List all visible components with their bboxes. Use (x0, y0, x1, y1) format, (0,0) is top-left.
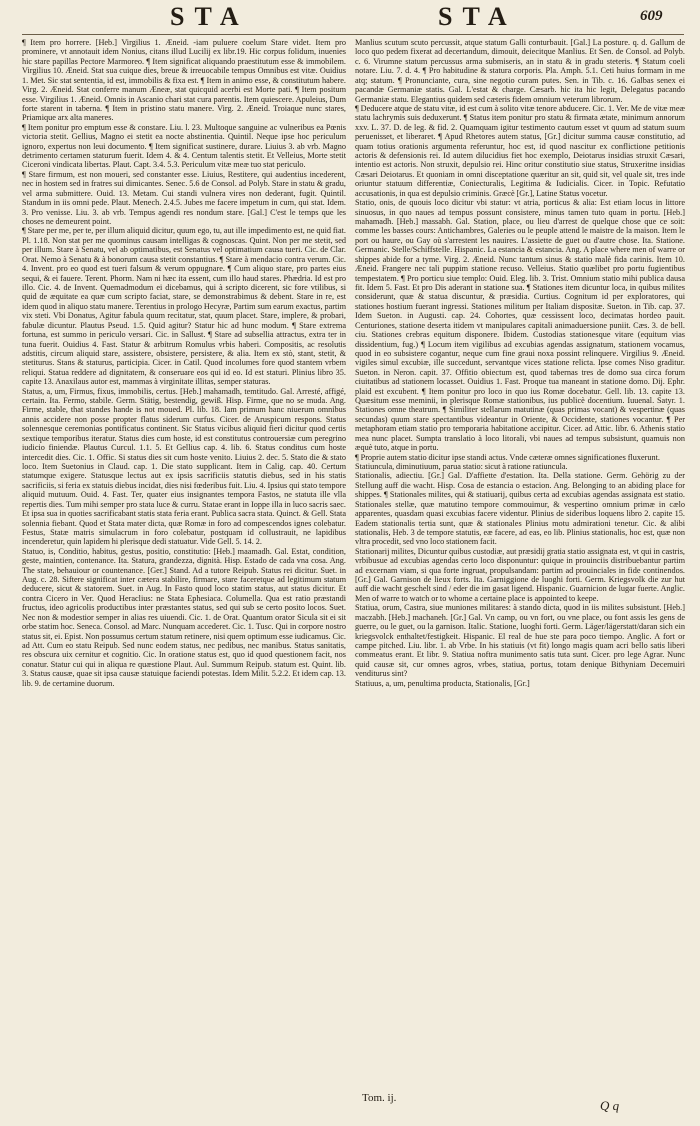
running-head-right: STA (438, 2, 517, 31)
entry-statio: Statio, onis, de quouis loco dicitur vbi statur: vt atria, porticus & alia: Est etiam locus in littore sinuosus, in quo naues ad tempus possunt consistere, minus tamen tuto quam in portu. [Heb.] mahamadh. [Heb.] massabh. Gal. Station, place, ou lieu d'arrest de quelque chose que ce soit: comme les basses cours: Antichambres, Galeries ou le peuple attend le maistre de la maison. Item le port ou haure, ou Gay où s'arrestent les nauires. L'assiette de guet ou d'autre chose. Ita. Statione. Germanic. Stelle/Schiffstelle. Hispanic. La estancia & estancia. Ang. A place where men of warre or shippes abide for a tyme. Virg. 2. Æneid. Nunc tantum sinus & statio malè fida carinis. Item 10. Æneid. Frangere nec tali puppim statione recuso. Velleius. Statio quælibet pro portu fugientibus tempestatem. ¶ Pro porticu siue templo: Ouid. Eleg. lib. 3. Trist. Omnium statio mihi publica dausa fit. Idem 5. Fast. Et pro Dis aderant in statione sua. ¶ Stationes item dicuntur loca, in quibus milites considerunt, quæ & statua discuntur, & præsidia. Curtius. Cognitum id per exploratores, qui stationes hostium fuerant ingressi. Stationes militum per Italiam dispositæ. Sueton. in Tib. cap. 37. Idem Sueton. in Augusti. cap. 24. Cohortes, quæ cessissent loco, decimatas hordeo pauit. Centuriones, statione deserta itidem vt manipulares capitali animaduersione puniit. Cæs. 3. de bell. ciu. Stationes crebras equitum disponere. Ibidem. Custodias stationesque vitare (equitum vias dissidentium, fug.) ¶ Locum item vigilibus ad excubias agendas assignatum, stationem vocamus, quod in eo subsistere cogantur, neque cum fine graui noxa possint relinquere. Virgilius 9. Æneid. vigiles simul excubiæ, ille succedunt, servantque vices statione relicta. Ipse comes Niso graditur. Sueton. in Neron. capit. 37. Offitio obiectum est, quod tabernas tres de domo sua circa forum ciuitatibus ad stationem locasset. Ouidius 1. Fast. Proque tua maneant in statione domo. Dij. Ephr. plaid est excubent. ¶ Item ponitur pro loco in quo ius Romæ docebatur. Gell. lib. 13. capite 13. Quæsitum esse meminii, in plerisque Romæ stationibus, ius publicè docentium. Iuuenal. Satyr. 1. Stationes omne theatrum. ¶ Similiter stellarum matutinæ (quas primas vocant) & vespertinæ (quas secundas) quum stare spectantibus videantur in Oriente, & Occidente, stationes vocantur. ¶ Per metaphoram etiam statio pro temporaria habitatione accipitur. Cicer. ad Attic. libr. 6. Athenis statio mea nunc placet. Sumpta translatio à loco litorali, vbi naues ad tempus subsistunt, quamuis non æquè tuto, atque in portu. (355, 198, 685, 453)
volume-label: Tom. ij. (362, 1092, 397, 1104)
entry-status-adjective: Status, a, um, Firmus, fixus, immobilis, certus. [Heb.] mahamadh, temtitudo. Gal. Arresté, affigé, certain. Ita. Fermo, stabile. Germ. Stätig, bestendig, gewiß. Hisp. Firme, que no se muda. Ang. Firme, stable, that standes hande is not moued. Pl. lib. 18. Iam primum hanc niuerum omnibus annis accidere non posse propter flatus siderum curfus. Cicer. de Aruspicum respons. Status solennesque ceremonias pontificatus continent. Sic Status vicibus aliquid fieri dicitur quod certis sextique temporibus iteratur. Status dies cum hoste, id est constitutus controuersiæ cum peregrino iudicio finiendæ. Plautus Curcul. 1.1. 5. Et Gellius cap. 4. lib. 6. Status conditus cum hoste intercedit dies. Cic. 1. Offic. Si status dies sit cum hoste venito. Liuius 2. dec. 5. Stato die & stato loco. Item Suetonius in Claud. cap. 1. Die stato supplicant. Item in Calig. cap. 40. Certum statumque exigere. Statusque lectus aut ex ipsis sacrificiis statutis diebus, sed in his statis sacrificiis, si feria ex statuis diebus incidat, dies nisi fœderibus fuit. Liu. 4. Ipsius qui stato tempore aliquid mutuum. Ouid. 4. Fast. Ter, quater eius insignantes tempora Fastos, ne statuta ille vlla repertis dies. Tum mihi semper pro stata luce & curru. Statae erant in Ioppe illa in luco sacris saec. Et ipsa sua in quoties sacrificabant statis stata feria erant. Publica sacra stata. Quinct. & Gell. Stata solennia fiebant. Quod et Stata mater dicta, quæ Romæ in foro ad compescendos ignes colebatur. Festus, Statæ matris simulacrum in foro colebatur, postquam id collustrauit, ne lapidibus incenderetur, quin lapidem hi plerisque dedi statuatur. Vide Gell. 5. 14. 2. (22, 386, 346, 547)
entry-status-noun: Statuo, is, Conditio, habitus, gestus, positio, constitutio: [Heb.] maamadh. Gal. Estat, condition, geste, maintien, contenance. Ita. Statura, grandezza, dignità. Hisp. Estado de cada vna cosa. Ang. The state, behauiour or countenance. [Ger.] Stand. Ad a tutore Reipub. Status rei dicitur. Suet. in Aug. c. 28. Siftere significat inter cætera stabilire, firmare, stare faceretque ad legitimum statum deducere, sicut & statorem. Suet. in Aug. In Fasto quod loco statim status, aut status dicitur. Et contra Cicero in Ver. Quod Heraclius: ne Stata Ephesiaca. Columella. Qua est ratio præstandi fructus, ideo agricolis productibus inter præstantes status, sed qui sub se certo posito locos. Suet. Nec non & modestior semper in alias res uiuendi. Cic. 1. de Orat. Quantum orator Sicula sit ei sit orbe statim hoc. Seneca. Consol. ad Marc. Nunquam accederet. Cic. 1. Tusc. Qui in corpore nostro status sit, ei. Epist. Non possumus certum statum retinere, nisi quem optimum esse iudicamus. Cic. ad Att. Cum eo statu Reipub. Sed nunc eodem status, nec pedibus, nec manibus. Status sanitatis, res obscura uix cernitur et cognitio. Cic. In oratione status est, quo id quod questionem facit, nos conatur. Statur cui qui in aliqua re quæstione Plaut. Aul. Summum Reipub. statum est. Quint. lib. 3. Status causæ, quae sit ipsa causæ statuique faciendi potestas. Idem Milit. 5.2.2. Et idem cap. 13. lib. 9. de certamine duorum. (22, 546, 346, 688)
right-column (355, 38, 685, 1088)
signature-mark: Q q (600, 1098, 620, 1113)
entry-paragraph: ¶ Proprie autem statio dicitur ipse standi actus. Vnde cæteræ omnes significationes fluxerunt. (355, 452, 660, 462)
entry-stationalis: Stationalis, adiectiu. [Gr.] Gal. D'affiette d'estation. Ita. Della statione. Germ. Gehörig zu der Stellung auff die wacht. Hisp. Cosa de estancia o estacion. Ang. Belonging to an abiding place for shippes. ¶ Stationales milites, qui & statiuarij, quibus certa ad excubias agendas assignata est statio. Stationales stellæ, quæ matutino tempore commouimur, & vespertino omnium primæ in cælo apparentes, quasdam quasi excubias facere videntur. Plinius de sideribus loquens libro 2. capite 15. Eadem stationalis tertia sunt, quæ & stationales Plinius motu admirationi tenetur. Cic. & alibi stationalis, Heb. 3 de tempore statutis, eæ facere, ad eas, eo lib. Plinius stationalis, hoc est, quæ non vltra procedit, sed vno loco stationem facit. (355, 471, 685, 547)
entry-paragraph: ¶ Stare per me, per te, per illum aliquid dicitur, quum ego, tu, aut ille impedimento est, ne quid fiat. Pl. 1.18. Non stat per me quominus causam intelligas & cognoscas. Quint. Non per me stetit, sed per illum. Stare à Senatu, vel ab optimatibus, est Senatus vel optimatium causa tueri. Cic. de Clar. Orat. Nemo à Senatu & à bonorum causa stetit constantius. ¶ Stare à mendacio contra verum. Cic. 4. Invent. pro eo quod est tueri falsum & verum oppugnare. ¶ Cum aliquo stare, pro partes eius sequi, & ei fauere. Terent. Phorm. Nam ni hæc ita essent, cum illo haud stares. Phædria. Id est pro illo. Cic. 4. de Invent. Quemadmodum ei dicebamus, qui à scripto dicerent, sic fore vtilibus, si quid de æquitate ea quæ cum scripto faciat, stare, se demonstrabimus & debent. Stare in re, est idem quod in aliquo statu manere. Terentius in prologo Hecyræ, Partim sum earum exactus, partim vix steti. Vbi Donatus, Agitur fabula quum recitatur, stat, quum placet. Stare, implere, & probari, fabulæ dicuntur. Plautus Pseud. 1.5. Quid agitur? Statur hic ad hunc modum. ¶ Stare extrema fortuna, est summo in periculo versari. Cic. in Sallust. ¶ Stare ad subsellia attractus, extra ter in tuna fuerit. Ouidius 4. Fast. Statur & arbitrum Romulus vrbis haberi. Compositis, ac resolutis adstitis, circum aliquid stare, assistere, obsistere, persistere, & alia. Item ex stò, stant, stetit, & stetiturus. Stans & staturus, participia. Cicer. in Catil. Quod incolumes fore quod stantem vrbem reliqui. Statua reddere ad dignitatem, & conseruare eos qui id eo. Id est staturi. Plinius libro 35. capite 13. Anaxilaus autor est, mammas à virginitate illitas, semper staturas. (22, 226, 346, 387)
page-number: 609 (640, 8, 663, 24)
entry-paragraph: Manlius scutum scuto percussit, atque statum Galli conturbauit. [Gal.] La posture. q. d. Gallum de loco quo pedem fixerat ad decertandum, dimouit, deiecitque Manlius. Et Sen. de Consol. ad Polyb. c. 6. Virumne statum percussus arma submiseris, an in statu & in gradu steteris. ¶ Statum coeli notare. Liu. 7. d. 4. ¶ Pro habitudine & statura corporis. Pla. Amph. 5.1. Ceti huius formam in me atq; statum. ¶ Pronunciante, cura, sine negotio curam putes. Sen. in Tib. c. 16. Galbas senex ei pacandæ Germaniæ statis. Gal. L'estat & charge. Cæsarb. hic ita hic legit, Delegatus pacando Germaniæ statu. Elegantius quidem sed cæteris fidem omnium veterum librorum. (355, 38, 685, 104)
entry-paragraph: ¶ Item pro horrere. [Heb.] Virgilius 1. Æneid. -iam puluere coelum Stare videt. Item pro prominere, vt annotauit idem Nonius, citans illud Lucilij ex libr.19. Hic corpus folidum, inuenies hic stare papillas Pectore Marmoreo. ¶ Item significat aliquando praestitutum esse & immobilem. Virgilius 10. Æneid. Stat sua cuique dies, breue & irreuocabile tempus Omnibus est vitæ. Ouidius 1. Met. Sic stat sententia, id est, immobilis & fixa est. ¶ Item in animo esse, & constitutum habere. Virg. 2. Æneid. Stat conferre manum Æneæ, stat quicquid acerbi est Morte pati. ¶ Item positum esse. Virgilius 1. Æneid. Omnis in Ascanio chari stat cura parentis. Item quiescere. Apuleius, Dum forte starent in taberna. ¶ Item in pristino statu manere. Virg. 2. Æneid. Troiaque nunc stares, Priamique arx alta maneres. (22, 38, 346, 123)
running-head-left: STA (170, 2, 249, 31)
entry-paragraph: ¶ Item ponitur pro emptum esse & constare. Liu. l. 23. Multoque sanguine ac vulneribus ea Pœnis victoria stetit. Gellius, Magno ei stetit ea nocte abstinentia. Quintil. Neque ipse hoc periculum ignoro, expertus non leui documento. ¶ Item significat sustinere, durare. Liuius 3. ab vrb. Magno detrimento certamen staturum fuerit. Idem 4. & 4. Centum talentis stetit. Et Velleius, Morte stetit Ciceroni vindicata libertas. Plaut. Capt. 3.4. 5.3. Periculum vitæ meæ tuo stat periculo. (22, 122, 346, 170)
page-footer (0, 1090, 700, 1118)
left-column (22, 38, 346, 1088)
header-rule (22, 34, 684, 35)
entry-statiuncula: Statiuncula, diminutiuum, parua statio: sicut à ratione ratiuncula. (355, 461, 568, 471)
entry-statiua: Statiua, orum, Castra, siue muniones militares: à stando dicta, quod in iis milites subsistunt. [Heb.] maczabh. [Heb.] machaneh. [Gr.] Gal. Vn camp, ou vn fort, ou vne place, ou font assis les gens de guerre, ou le guet, ou la garnison. Italic. Statione, luoghi forti. Germ. Läger/lägerstatt/daran sich ein kriegsvolck enthaltet/festigkeit. Hispanic. El real de hue ste para poco tiempo. Anglic. A fort or campe pitched. Liu. libr. 1. ab Vrbe. In his statiuis (vt fit) longo magis quam acri bello satis liberi commeatus erant. Et libr. 9. Statiua noftra munimento satis tuta sunt. Cicer. pro lege Agrar. Nunc quid causæ sit, cur omnes agros, vrbes, statiua, portus, totam denique Bithyniam Decemuiri venditurus sint? (355, 603, 685, 679)
entry-paragraph: ¶ Stare firmum, est non moueri, sed constanter esse. Liuius, Restitere, qui audentius incederent, nec in hostem sed in fratres sui dimicantes. Senec. 5.6 de Consol. ad Polyb. Stare in statu & gradu, vel arma submittere. Ouid. 13. Metam. Cui standi vulnera vires non dederant, fugit. Quintil. Standum in iis omni pede. Plaut. Menech. 2.4.5. Jubes me facere impetum in cum, qui stat. Idem. 3. Pro venisse. Liu. 3. ab vrb. Tempus agendi res nondum stare. [Gal.] C'est le temps que les choses ne demeurent point. (22, 169, 346, 227)
entry-statiuus: Statiuus, a, um, penultima producta, Stationalis, [Gr.] (355, 678, 530, 688)
entry-stationarij: Stationarij milites, Dicuntur quibus custodiæ, aut præsidij gratia statio assignata est, vt qui in castris, vrbibusue ad excubias agendas certo loco disponuntur: quique in prouinciis distribuebantur partim ad excernam viam, si qua forte ingruat, propulsandam: partim ad prouinciales in fide continendos. [Gr.] Gal. Garnison de lieux forts. Ita. Garniggione de luoghi forti. Germ. Kriegsvolk die zur hut auff die wacht geschelt sind / eder die im gasat ligend. Hispanic. Guarnicion de lugar fuerte. Anglic. Men of warre to watch or to whome a certaine place is appointed to keepe. (355, 546, 685, 603)
entry-paragraph: ¶ Deducere atque de statu vitæ, id est cum à solito vitæ tenore abducere. Cic. 1. Ver. Me de vitæ meæ statu lachrymis suis deduxerunt. ¶ Status item ponitur pro statu & firmata ætate, minimum annorum xxv. L. 37. D. de leg. & fid. 2. Quamquam igitur testimento cautum esset vt quum ad statum suum peruenisset, et liberaret. ¶ Apud Rhetores autem status, [Gr.] dicitur summa causæ constitutio, ad quam totius orationis argumenta referuntur, hoc est, id quod nascitur ex conflictione petitionis actoris & defensionis rei. Id autem dilucidius fiet hoc exemplo, Deiotarus insidias struxit Cæsari, intentio est actoris. Non struxit, depulsio rei. Hinc oritur constitutio siue status, Struxeritne insidias Cæsari Deiotarus. Et quoniam in omni disceptatione quæritur an sit, quid sit, vel quale sit, tres inde oriuntur statuum differentiæ, Coniecturalis, Legitima & Iudicialis. Cicer. in Topic. Refutatio accusationis, in qua est depulsio criminis. Græcè [Gr.], Latine Status vocetur. (355, 103, 685, 198)
running-header (0, 4, 700, 34)
